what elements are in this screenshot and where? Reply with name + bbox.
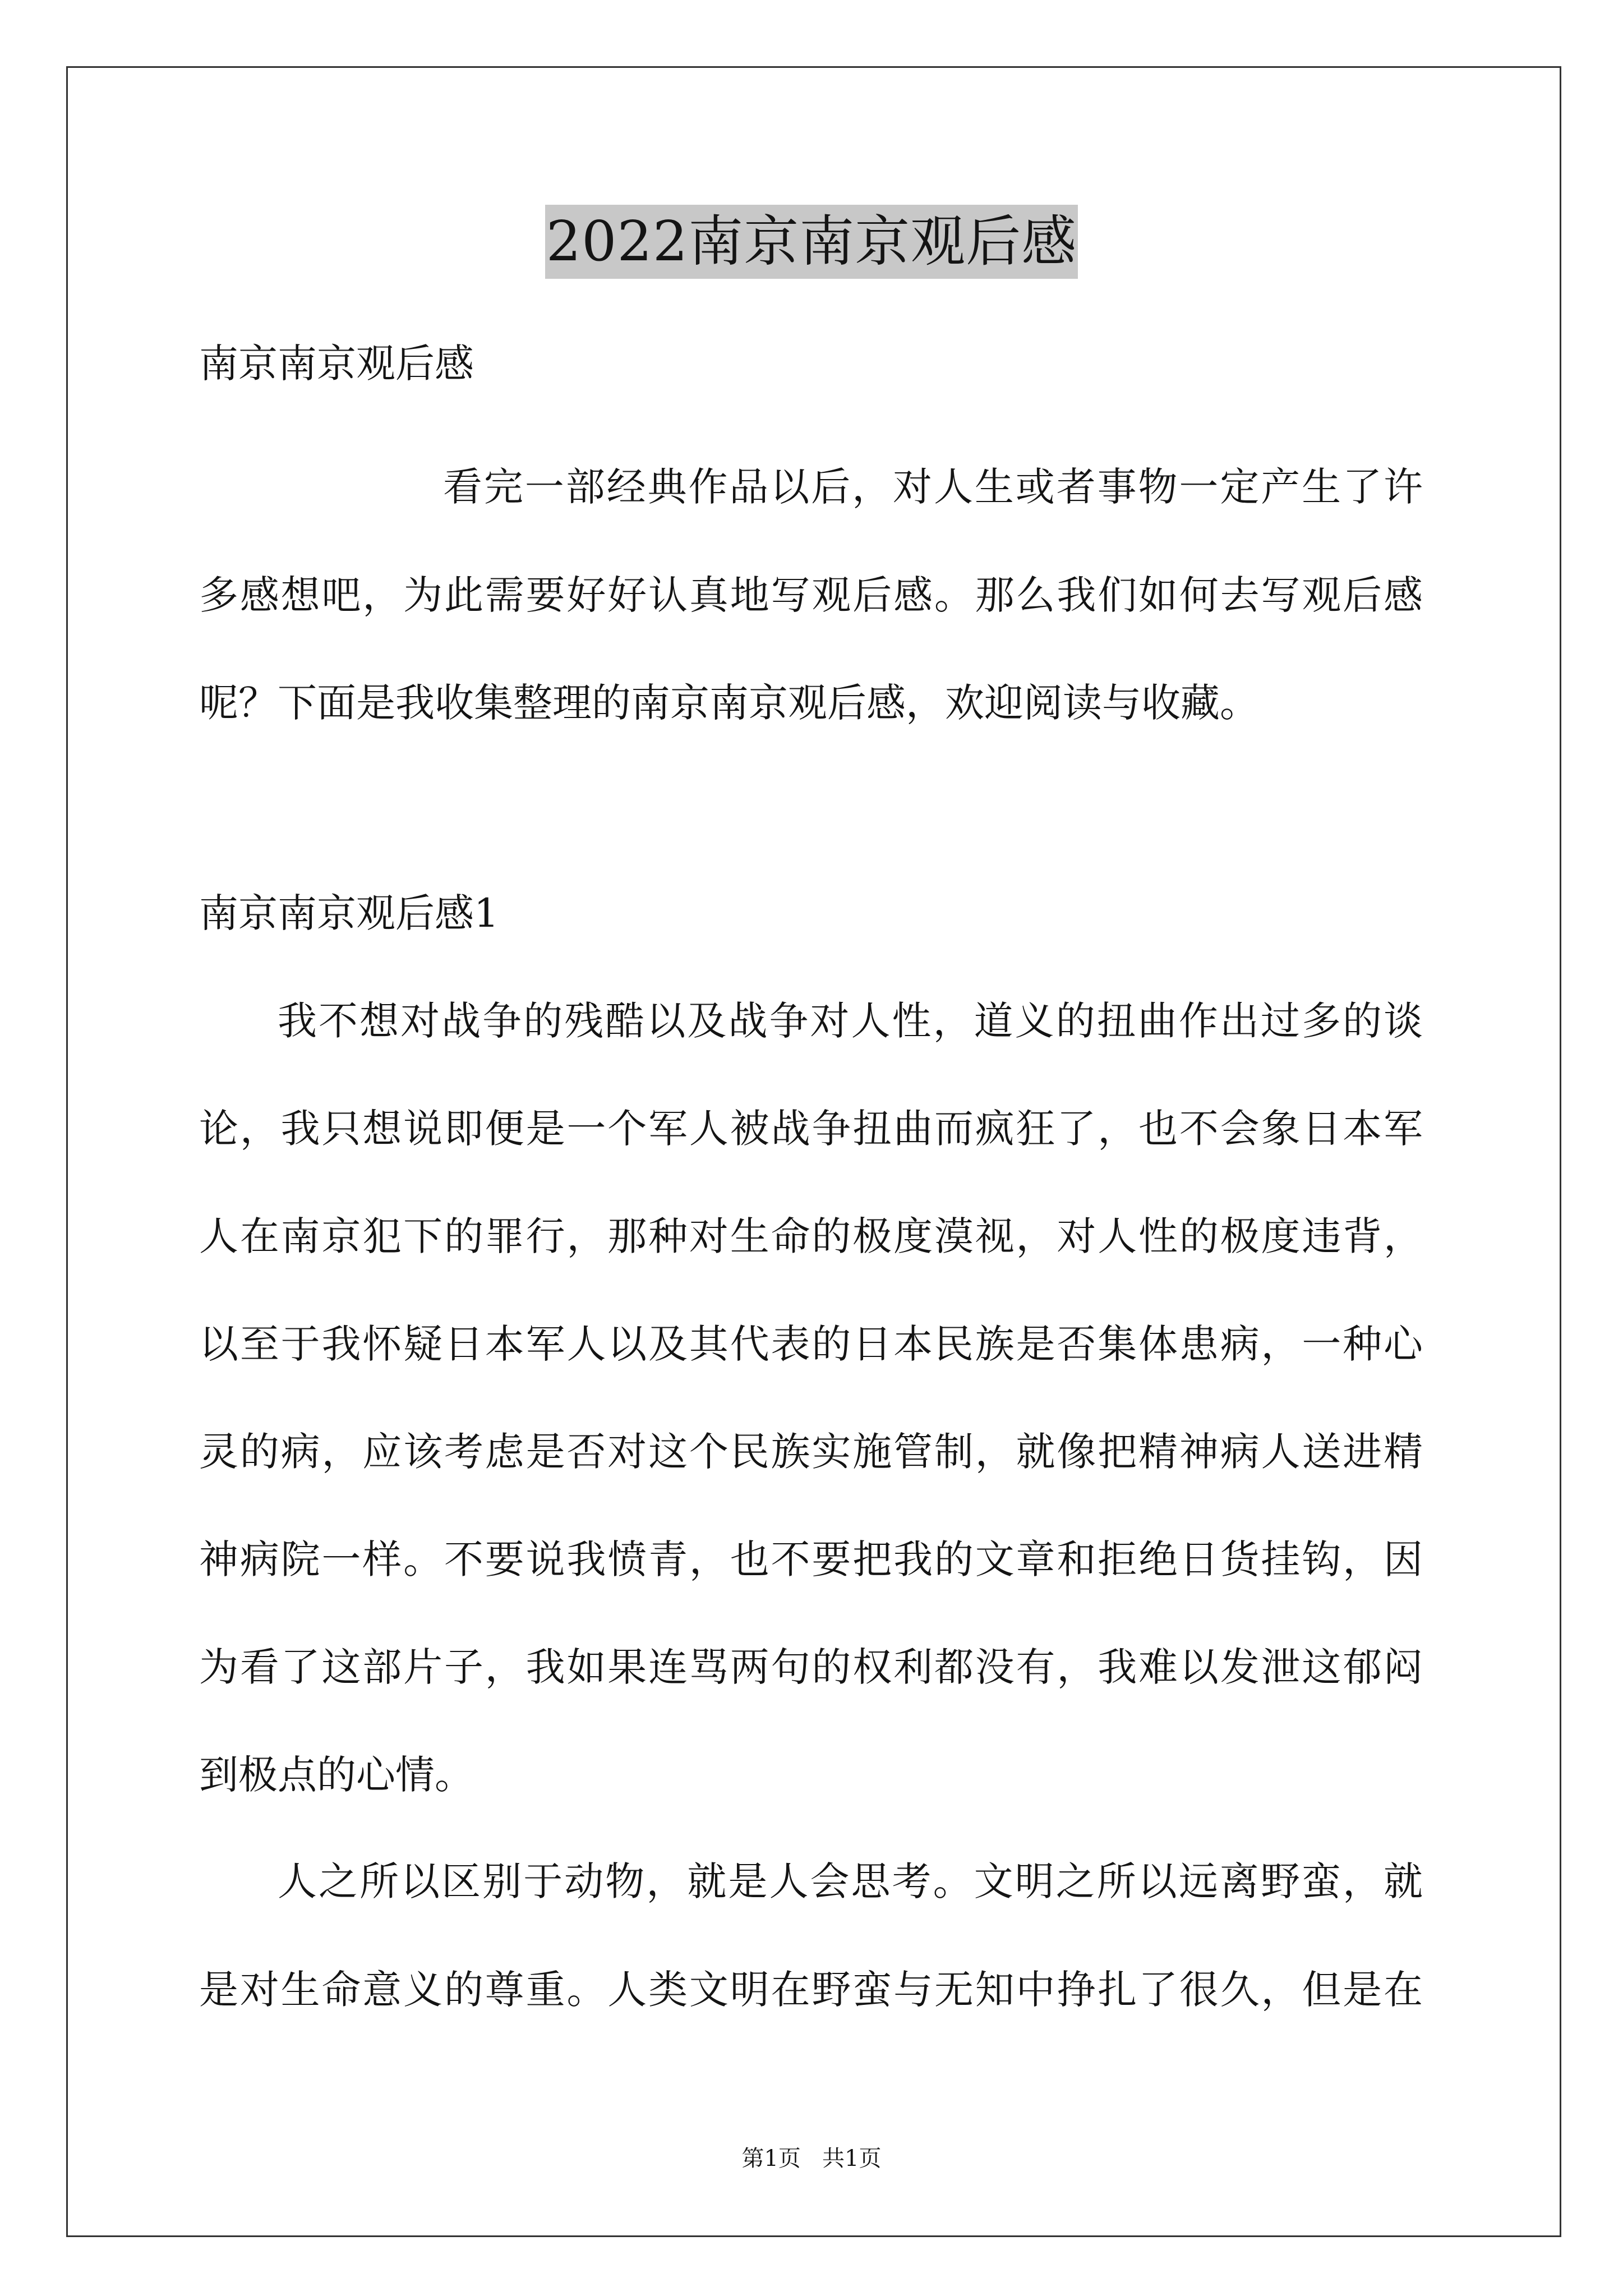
section-heading: 南京南京观后感1 <box>199 890 499 936</box>
page-footer: 第1页 共1页 <box>741 2146 882 2171</box>
paragraph-line: 论，我只想说即便是一个军人被战争扭曲而疯狂了，也不会象日本军 <box>199 1106 1423 1152</box>
paragraph-line: 我不想对战争的残酷以及战争对人性，道义的扭曲作出过多的谈 <box>278 998 1423 1044</box>
paragraph-line: 为看了这部片子，我如果连骂两句的权利都没有，我难以发泄这郁闷 <box>199 1644 1423 1690</box>
intro-line: 多感想吧，为此需要好好认真地写观后感。那么我们如何去写观后感 <box>199 572 1423 618</box>
paragraph-line: 灵的病，应该考虑是否对这个民族实施管制，就像把精神病人送进精 <box>199 1429 1423 1475</box>
paragraph-line: 是对生命意义的尊重。人类文明在野蛮与无知中挣扎了很久，但是在 <box>199 1967 1423 2013</box>
paragraph-line: 神病院一样。不要说我愤青，也不要把我的文章和拒绝日货挂钩，因 <box>199 1536 1423 1582</box>
document-subtitle: 南京南京观后感 <box>199 341 474 386</box>
intro-line: 看完一部经典作品以后，对人生或者事物一定产生了许 <box>443 464 1423 510</box>
paragraph-line: 人在南京犯下的罪行，那种对生命的极度漠视，对人性的极度违背， <box>199 1213 1423 1259</box>
paragraph-line: 到极点的心情。 <box>199 1752 474 1798</box>
paragraph-line: 人之所以区别于动物，就是人会思考。文明之所以远离野蛮，就 <box>278 1858 1423 1904</box>
paragraph-line: 以至于我怀疑日本军人以及其代表的日本民族是否集体患病，一种心 <box>199 1321 1423 1367</box>
intro-line: 呢？下面是我收集整理的南京南京观后感，欢迎阅读与收藏。 <box>199 680 1259 726</box>
document-title: 2022南京南京观后感 <box>545 205 1078 279</box>
